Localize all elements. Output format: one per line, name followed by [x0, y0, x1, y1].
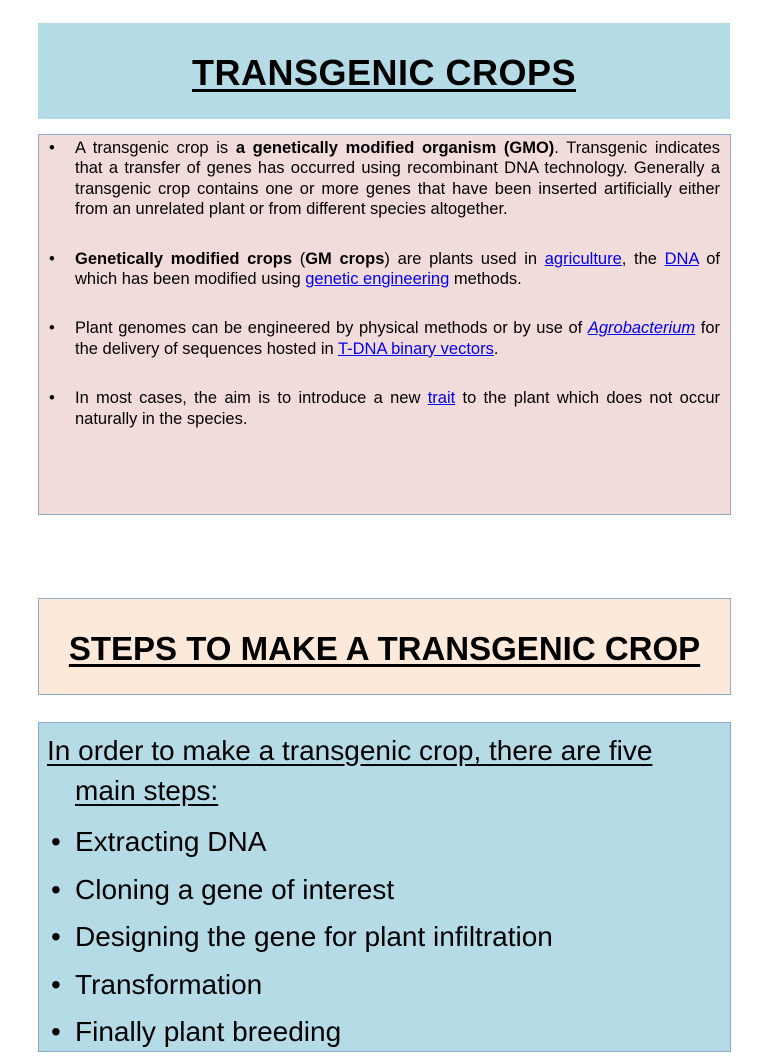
- step-item: • Transformation: [75, 961, 553, 1009]
- intro-bullet-trait: • In most cases, the aim is to introduce a new trait to the plant which does not occur naturally in the species.: [75, 388, 720, 429]
- steps-title-banner: [38, 598, 731, 695]
- step-item: • Finally plant breeding: [75, 1008, 553, 1056]
- link-agrobacterium[interactable]: Agrobacterium: [587, 319, 696, 338]
- title-banner: [38, 23, 730, 119]
- link-trait[interactable]: trait: [427, 389, 456, 408]
- step-item: • Extracting DNA: [75, 818, 553, 866]
- link-dna[interactable]: DNA: [664, 249, 699, 268]
- link-genetic-engineering[interactable]: genetic engineering: [305, 270, 450, 289]
- intro-bullet-list: [39, 135, 730, 429]
- steps-list: [75, 818, 553, 1056]
- intro-bullet-engineering: • Plant genomes can be engineered by physical methods or by use of Agrobacterium for the delivery of sequences hosted in T-DNA binary vectors.: [75, 318, 720, 359]
- step-item: • Cloning a gene of interest: [75, 866, 553, 914]
- intro-bullet-gm-crops: • Genetically modified crops (GM crops) are plants used in agriculture, the DNA of which has been modified using genetic engineering methods.: [75, 249, 720, 290]
- steps-intro-text: In order to make a transgenic crop, there are five main steps:: [47, 735, 653, 806]
- link-agriculture[interactable]: agriculture: [544, 249, 622, 268]
- intro-panel: [38, 134, 731, 515]
- step-item: • Designing the gene for plant infiltration: [75, 913, 553, 961]
- steps-panel: [38, 722, 731, 1052]
- steps-heading: STEPS TO MAKE A TRANSGENIC CROP: [68, 630, 701, 667]
- intro-bullet-gmo: • A transgenic crop is a genetically modified organism (GMO). Transgenic indicates that a transfer of genes has occurred using recombinant DNA technology. Generally a transgenic crop contains one or more genes that have been inserted artificially either from an unrelated plant or from different species altogether.: [75, 138, 720, 220]
- link-t-dna-binary-vectors[interactable]: T-DNA binary vectors: [337, 339, 494, 358]
- page-title: TRANSGENIC CROPS: [191, 52, 577, 93]
